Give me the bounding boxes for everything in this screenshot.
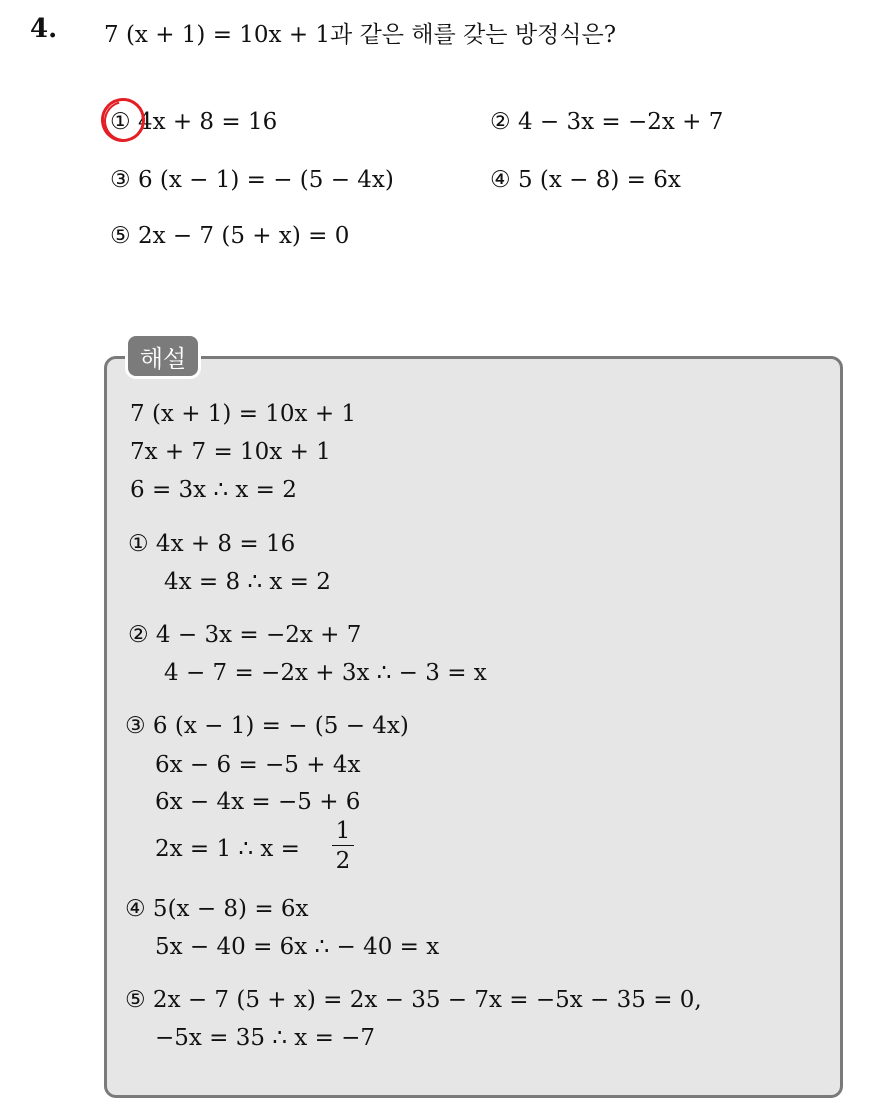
solution-opt5-line-2: −5x = 35 ∴ x = −7 xyxy=(155,1025,376,1051)
solution-opt3-line-3: 6x − 4x = −5 + 6 xyxy=(155,789,361,815)
question-text: 7 (x + 1) = 10x + 1과 같은 해를 갖는 방정식은? xyxy=(104,22,617,48)
fraction-bar xyxy=(332,845,354,846)
option-4-text: 5 (x − 8) = 6x xyxy=(517,167,681,193)
solution-main-line-3: 6 = 3x ∴ x = 2 xyxy=(130,477,297,503)
option-1-label: ① xyxy=(110,109,131,135)
solution-opt3-line-2: 6x − 6 = −5 + 4x xyxy=(155,752,361,778)
answer-circle-mark-stroke xyxy=(97,94,152,149)
solution-opt3-line-1: ③ 6 (x − 1) = − (5 − 4x) xyxy=(125,713,409,739)
option-3-text: 6 (x − 1) = − (5 − 4x) xyxy=(137,167,394,193)
solution-opt4-line-1: ④ 5(x − 8) = 6x xyxy=(125,896,309,922)
solution-opt5-line-1: ⑤ 2x − 7 (5 + x) = 2x − 35 − 7x = −5x − 35 = 0, xyxy=(125,987,702,1013)
option-4[interactable] xyxy=(490,167,681,193)
option-5-text: 2x − 7 (5 + x) = 0 xyxy=(137,223,350,249)
option-1-text: 4x + 8 = 16 xyxy=(137,109,278,135)
solution-opt3-line-4: 2x = 1 ∴ x = xyxy=(155,836,300,862)
fraction-denominator: 2 xyxy=(335,848,351,874)
option-4-label: ④ xyxy=(490,167,511,193)
option-5[interactable] xyxy=(110,223,349,249)
option-2-text: 4 − 3x = −2x + 7 xyxy=(517,109,724,135)
solution-main-line-2: 7x + 7 = 10x + 1 xyxy=(130,439,331,465)
solution-opt4-line-2: 5x − 40 = 6x ∴ − 40 = x xyxy=(155,934,440,960)
fraction-numerator: 1 xyxy=(335,818,351,844)
solution-opt2-line-2: 4 − 7 = −2x + 3x ∴ − 3 = x xyxy=(164,660,487,686)
option-3-label: ③ xyxy=(110,167,131,193)
solution-tag: 해설 xyxy=(128,336,198,376)
solution-opt3-fraction xyxy=(332,818,354,874)
question-number: 4. xyxy=(30,14,58,44)
option-2[interactable] xyxy=(490,109,723,135)
option-3[interactable] xyxy=(110,167,394,193)
option-5-label: ⑤ xyxy=(110,223,131,249)
option-2-label: ② xyxy=(490,109,511,135)
solution-main-line-1: 7 (x + 1) = 10x + 1 xyxy=(130,401,357,427)
solution-opt1-line-2: 4x = 8 ∴ x = 2 xyxy=(164,569,331,595)
solution-opt1-line-1: ① 4x + 8 = 16 xyxy=(128,531,296,557)
solution-opt2-line-1: ② 4 − 3x = −2x + 7 xyxy=(128,622,362,648)
